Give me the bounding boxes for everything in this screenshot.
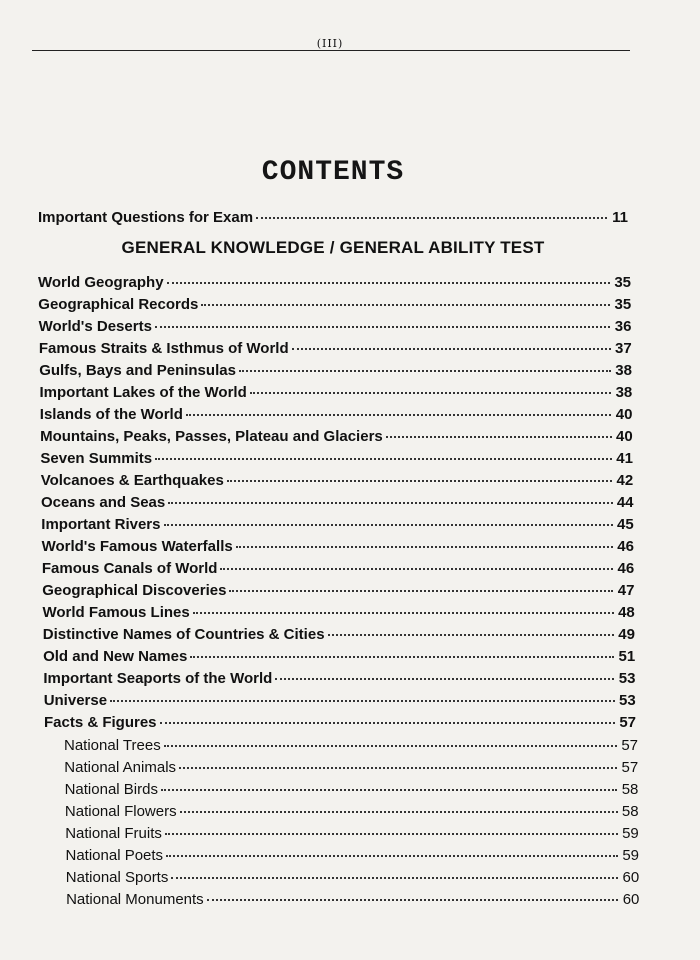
leader-dots: [186, 414, 612, 416]
toc-entry[interactable]: [44, 712, 636, 733]
toc-entry-page: 59: [622, 847, 639, 864]
toc-entry-page: 53: [618, 670, 636, 687]
leader-dots: [160, 722, 615, 724]
toc-entry-page: 11: [612, 209, 628, 226]
leader-dots: [256, 217, 607, 219]
toc-sub-entry[interactable]: [66, 867, 639, 888]
toc-entry-page: 60: [622, 869, 640, 886]
leader-dots: [250, 392, 612, 394]
toc-entry-page: 38: [615, 384, 633, 401]
toc-entry-intro[interactable]: [38, 207, 628, 228]
toc-entry[interactable]: [44, 690, 636, 711]
toc-entry-page: 38: [615, 362, 632, 379]
leader-dots: [171, 877, 618, 879]
leader-dots: [207, 899, 619, 901]
toc-entry[interactable]: [39, 316, 632, 337]
toc-entry[interactable]: [40, 426, 633, 447]
toc-entry-page: 57: [621, 759, 639, 776]
toc-entry-label: World Famous Lines: [42, 604, 190, 621]
toc-entry-label: National Trees: [64, 737, 161, 754]
toc-entry[interactable]: [40, 382, 633, 403]
toc-entry-page: 40: [616, 428, 633, 445]
toc-entry-label: World Geography: [38, 274, 164, 291]
leader-dots: [386, 436, 612, 438]
toc-entry-label: Facts & Figures: [44, 714, 157, 731]
leader-dots: [193, 612, 614, 614]
toc-entry-label: Geographical Records: [38, 296, 199, 313]
toc-entry-label: National Birds: [64, 781, 158, 798]
toc-entry-page: 41: [616, 450, 633, 467]
leader-dots: [328, 634, 614, 636]
toc-entry-label: Seven Summits: [40, 450, 153, 467]
toc-entry-label: National Fruits: [65, 825, 162, 842]
toc-entry[interactable]: [43, 602, 635, 623]
leader-dots: [164, 745, 617, 747]
toc-entry[interactable]: [40, 448, 633, 469]
toc-entry-label: Mountains, Peaks, Passes, Plateau and Glaciers: [40, 428, 383, 445]
toc-entry-label: Oceans and Seas: [41, 494, 166, 511]
leader-dots: [155, 458, 612, 460]
toc-entry-page: 58: [621, 781, 639, 798]
toc-entry[interactable]: [39, 338, 632, 359]
toc-sub-entry[interactable]: [66, 889, 639, 910]
toc-entry-label: National Poets: [65, 847, 164, 864]
toc-sub-entry[interactable]: [66, 845, 640, 866]
toc-entry-page: 48: [618, 604, 635, 621]
toc-entry-page: 53: [619, 692, 636, 709]
leader-dots: [201, 304, 610, 306]
leader-dots: [167, 282, 610, 284]
toc-entry-page: 36: [614, 318, 632, 335]
toc-entry-label: National Monuments: [66, 891, 204, 908]
toc-entry-label: National Animals: [64, 759, 177, 776]
toc-entry[interactable]: [43, 668, 635, 689]
leader-dots: [180, 811, 618, 813]
toc-entry-page: 35: [614, 274, 631, 291]
leader-dots: [275, 678, 614, 680]
toc-entry-page: 37: [615, 340, 632, 357]
toc-entry-label: Gulfs, Bays and Peninsulas: [39, 362, 236, 379]
toc-entry-page: 45: [617, 516, 634, 533]
page-title: CONTENTS: [261, 157, 405, 188]
toc-entry[interactable]: [40, 404, 633, 425]
toc-entry-label: Volcanoes & Earthquakes: [40, 472, 224, 489]
toc-entry-label: Important Lakes of the World: [39, 384, 247, 401]
leader-dots: [161, 789, 617, 791]
leader-dots: [292, 348, 611, 350]
toc-entry-page: 47: [617, 582, 635, 599]
leader-dots: [166, 855, 618, 857]
toc-entry-page: 44: [616, 494, 634, 511]
leader-dots: [164, 524, 613, 526]
toc-sub-entry[interactable]: [65, 779, 639, 800]
toc-entry[interactable]: [42, 558, 634, 579]
leader-dots: [220, 568, 613, 570]
toc-entry[interactable]: [41, 492, 634, 513]
toc-entry-label: Universe: [43, 692, 108, 709]
toc-sub-entry[interactable]: [64, 757, 638, 778]
header-rule: [32, 50, 630, 51]
toc-entry[interactable]: [41, 514, 633, 535]
leader-dots: [168, 502, 612, 504]
leader-dots: [165, 833, 618, 835]
toc-entry[interactable]: [41, 470, 634, 491]
toc-entry[interactable]: [43, 624, 635, 645]
leader-dots: [229, 590, 613, 592]
toc-entry-label: Islands of the World: [39, 406, 183, 423]
toc-entry-page: 51: [618, 648, 636, 665]
leader-dots: [239, 370, 611, 372]
toc-entry-page: 60: [622, 891, 640, 908]
toc-entry[interactable]: [43, 646, 635, 667]
toc-sub-entry[interactable]: [65, 801, 639, 822]
toc-entry-label: Important Rivers: [41, 516, 161, 533]
toc-entry-page: 49: [618, 626, 635, 643]
toc-entry-label: National Sports: [65, 869, 169, 886]
toc-entry-label: Important Questions for Exam: [38, 209, 254, 226]
leader-dots: [179, 767, 617, 769]
toc-entry[interactable]: [38, 272, 631, 293]
toc-sub-entry[interactable]: [64, 735, 638, 756]
toc-entry-label: Distinctive Names of Countries & Cities: [42, 626, 325, 643]
toc-entry-label: National Flowers: [64, 803, 177, 820]
toc-entry-page: 46: [617, 560, 635, 577]
toc-entry-page: 57: [621, 737, 638, 754]
toc-entry-page: 42: [616, 472, 634, 489]
toc-entry-page: 59: [622, 825, 639, 842]
toc-entry-page: 46: [617, 538, 634, 555]
toc-sub-entry[interactable]: [65, 823, 639, 844]
toc-entry-label: World's Famous Waterfalls: [41, 538, 233, 555]
toc-entry-page: 35: [614, 296, 632, 313]
toc-entry-label: World's Deserts: [38, 318, 152, 335]
leader-dots: [110, 700, 615, 702]
leader-dots: [236, 546, 613, 548]
leader-dots: [190, 656, 614, 658]
section-heading: GENERAL KNOWLEDGE / GENERAL ABILITY TEST: [121, 238, 545, 257]
toc-entry-label: Famous Canals of World: [41, 560, 218, 577]
toc-entry[interactable]: [39, 360, 632, 381]
page-marker: (III): [0, 37, 660, 50]
toc-entry-label: Geographical Discoveries: [42, 582, 227, 599]
toc-entry-page: 57: [619, 714, 636, 731]
toc-entry-page: 58: [621, 803, 639, 820]
toc-entry-label: Important Seaports of the World: [43, 670, 273, 687]
leader-dots: [227, 480, 612, 482]
toc-entry[interactable]: [38, 294, 631, 315]
leader-dots: [155, 326, 611, 328]
toc-entry[interactable]: [42, 580, 634, 601]
toc-entry-label: Famous Straits & Isthmus of World: [38, 340, 289, 357]
toc-entry[interactable]: [42, 536, 634, 557]
toc-entry-label: Old and New Names: [43, 648, 188, 665]
toc-entry-page: 40: [615, 406, 633, 423]
